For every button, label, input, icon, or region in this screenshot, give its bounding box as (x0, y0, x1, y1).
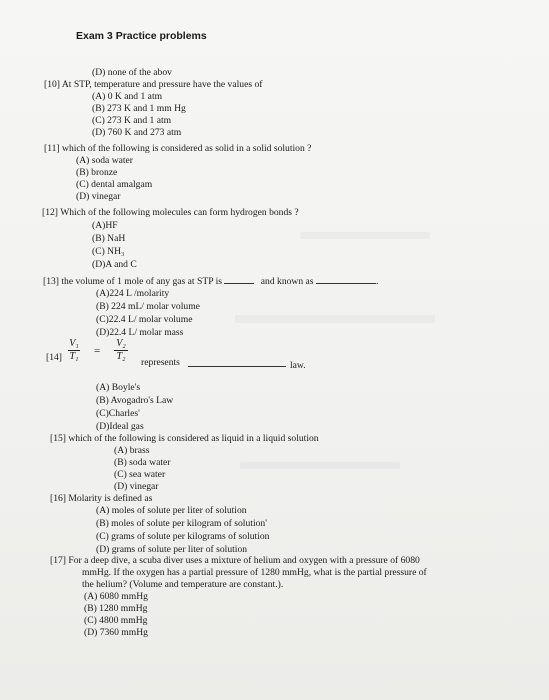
q15-stem: [15] which of the following is considered as liquid in a liquid solution (50, 433, 319, 444)
q10-option-c: (C) 273 K and 1 atm (92, 115, 172, 126)
q13-blank-1 (224, 274, 254, 284)
q14-represents: represents (141, 357, 180, 368)
q17-option-d: (D) 7360 mmHg (84, 627, 148, 638)
q10-option-a: (A) 0 K and 1 atm (92, 91, 163, 102)
q15-option-d: (D) vinegar (114, 481, 159, 492)
page-title: Exam 3 Practice problems (76, 30, 207, 42)
q11-option-b: (B) bronze (76, 167, 118, 178)
q14-option-c: (C)Charles' (96, 408, 140, 419)
q12-option-b: (B) NaH (92, 233, 126, 244)
q15-option-c: (C) sea water (114, 469, 166, 480)
q15-option-a: (A) brass (114, 445, 150, 456)
q17-option-b: (B) 1280 mmHg (84, 603, 148, 614)
q14-t1: T₁ (69, 351, 79, 362)
q12-option-a: (A)HF (92, 220, 118, 231)
bleed-through (300, 232, 430, 239)
q17-stem-line-2: mmHg. If the oxygen has a partial pressure of 1280 mmHg, what is the partial pressure of (82, 567, 427, 578)
q14-t2: T₂ (116, 351, 126, 362)
q11-option-a: (A) soda water (76, 155, 134, 166)
q13-stem-end: . (375, 276, 379, 287)
q17-stem-line-1: [17] For a deep dive, a scuba diver uses a mixture of helium and oxygen with a pressure of 6080 (50, 555, 420, 566)
q13-option-b: (B) 224 mL/ molar volume (96, 301, 200, 312)
q13-stem-part1: [13] the volume of 1 mole of any gas at STP is (43, 276, 222, 287)
q12-option-c: (C) NH₃ (92, 246, 125, 257)
q16-stem: [16] Molarity is defined as (50, 493, 153, 504)
q17-stem-line-3: the helium? (Volume and temperature are constant.). (82, 579, 284, 590)
q10-stem: [10] At STP, temperature and pressure have the values of (44, 79, 263, 90)
q14-option-b: (B) Avogadro's Law (96, 395, 174, 406)
q11-option-d: (D) vinegar (76, 191, 121, 202)
q13-stem-part2: and known as (260, 276, 314, 287)
q14-option-d: (D)Ideal gas (96, 421, 144, 432)
q9-option-d: (D) none of the abov (92, 67, 172, 78)
bleed-through (240, 462, 400, 469)
q15-option-b: (B) soda water (114, 457, 171, 468)
q17-option-a: (A) 6080 mmHg (84, 591, 148, 602)
q13-option-c: (C)22.4 L/ molar volume (96, 314, 193, 325)
q16-option-c: (C) grams of solute per kilograms of solution (96, 531, 270, 542)
q11-stem: [11] which of the following is considered as solid in a solid solution ? (44, 143, 312, 154)
q17-option-c: (C) 4800 mmHg (84, 615, 148, 626)
q10-option-b: (B) 273 K and 1 mm Hg (92, 103, 186, 114)
q14-v1: V₁ (69, 338, 79, 349)
q14-option-a: (A) Boyle's (96, 382, 141, 393)
q13-blank-2 (316, 274, 376, 284)
q14-law: law. (290, 360, 306, 371)
q12-option-d: (D)A and C (92, 259, 137, 270)
q14-fraction-right (114, 339, 128, 362)
bleed-through (235, 315, 435, 323)
q16-option-a: (A) moles of solute per liter of solution (96, 505, 247, 516)
q16-option-b: (B) moles of solute per kilogram of solution' (96, 518, 267, 529)
q11-option-c: (C) dental amalgam (76, 179, 153, 190)
q14-equals: = (94, 345, 101, 357)
q10-option-d: (D) 760 K and 273 atm (92, 127, 182, 138)
q14-v2: V₂ (116, 338, 126, 349)
q13-stem (43, 274, 378, 287)
q14-fraction-left (68, 339, 80, 362)
q13-option-a: (A)224 L /molarity (96, 288, 170, 299)
q16-option-d: (D) grams of solute per liter of solution (96, 544, 248, 555)
q14-number: [14] (46, 352, 62, 363)
q12-stem: [12] Which of the following molecules can form hydrogen bonds ? (42, 207, 299, 218)
q13-option-d: (D)22.4 L/ molar mass (96, 327, 184, 338)
q14-blank (188, 357, 286, 367)
